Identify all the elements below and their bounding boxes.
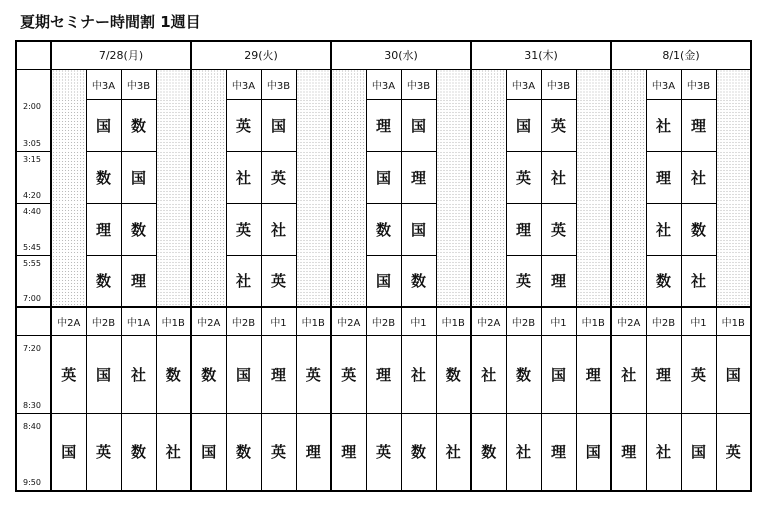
subject-cell: 国 [506,99,541,151]
blank-cell [471,69,506,99]
subject-cell: 国 [261,99,296,151]
class-header: 中2A [611,307,646,335]
time-spacer [16,69,51,99]
subject-cell: 理 [331,413,366,491]
subject-cell: 英 [261,413,296,491]
subject-cell: 社 [226,255,261,307]
subject-cell: 社 [611,335,646,413]
time-end: 9:50 [23,478,41,487]
blank-cell [296,151,331,203]
blank-cell [471,151,506,203]
subject-cell: 理 [541,255,576,307]
subject-cell: 理 [261,335,296,413]
blank-cell [296,69,331,99]
time-slot [16,99,51,151]
class-header: 中1 [681,307,716,335]
subject-cell: 社 [681,151,716,203]
subject-cell: 英 [226,99,261,151]
day-header: 7/28(月) [51,41,191,69]
blank-cell [156,69,191,99]
time-end: 7:00 [23,294,41,303]
blank-cell [191,151,226,203]
blank-cell [471,203,506,255]
subject-cell: 国 [366,255,401,307]
class-header: 中1B [436,307,471,335]
blank-cell [436,203,471,255]
class-header: 中1B [296,307,331,335]
class-header: 中3A [646,69,681,99]
blank-cell [576,255,611,307]
class-header: 中2A [471,307,506,335]
time-start: 7:20 [23,343,41,353]
blank-cell [331,203,366,255]
time-start: 4:40 [23,206,41,216]
subject-cell: 社 [471,335,506,413]
subject-cell: 社 [506,413,541,491]
subject-cell: 国 [226,335,261,413]
blank-cell [51,151,86,203]
subject-cell: 国 [191,413,226,491]
time-end: 4:20 [23,190,41,200]
blank-cell [716,203,751,255]
class-header: 中3B [401,69,436,99]
day-header: 8/1(金) [611,41,751,69]
class-header: 中1 [261,307,296,335]
time-slot [16,203,51,255]
class-header: 中2A [191,307,226,335]
blank-cell [436,99,471,151]
subject-cell: 英 [681,335,716,413]
time-end: 8:30 [23,400,41,410]
subject-cell: 社 [646,413,681,491]
corner-cell [16,41,51,69]
subject-cell: 国 [121,151,156,203]
subject-cell: 国 [51,413,86,491]
class-header: 中3A [226,69,261,99]
subject-cell: 社 [541,151,576,203]
subject-cell: 理 [541,413,576,491]
time-end: 5:45 [23,242,41,252]
blank-cell [471,99,506,151]
subject-cell: 国 [541,335,576,413]
subject-cell: 数 [366,203,401,255]
subject-cell: 数 [86,151,121,203]
subject-cell: 英 [331,335,366,413]
blank-cell [51,203,86,255]
blank-cell [51,255,86,307]
time-start: 3:15 [23,154,41,164]
subject-cell: 数 [86,255,121,307]
subject-cell: 数 [401,255,436,307]
subject-cell: 数 [191,335,226,413]
class-header: 中2A [51,307,86,335]
subject-cell: 数 [506,335,541,413]
subject-cell: 社 [401,335,436,413]
subject-cell: 社 [226,151,261,203]
class-header: 中1B [576,307,611,335]
subject-cell: 英 [86,413,121,491]
time-slot [16,255,51,307]
class-header: 中2B [86,307,121,335]
subject-cell: 数 [121,203,156,255]
subject-cell: 英 [296,335,331,413]
blank-cell [331,99,366,151]
subject-cell: 英 [541,99,576,151]
blank-cell [331,151,366,203]
blank-cell [576,151,611,203]
blank-cell [156,255,191,307]
subject-cell: 英 [506,255,541,307]
subject-cell: 社 [646,203,681,255]
subject-cell: 国 [681,413,716,491]
subject-cell: 理 [296,413,331,491]
blank-cell [716,69,751,99]
subject-cell: 数 [226,413,261,491]
time-start: 8:40 [23,421,41,431]
subject-cell: 英 [366,413,401,491]
subject-cell: 理 [576,335,611,413]
subject-cell: 理 [401,151,436,203]
blank-cell [436,151,471,203]
subject-cell: 国 [576,413,611,491]
blank-cell [191,69,226,99]
class-header: 中3A [86,69,121,99]
blank-cell [51,69,86,99]
blank-cell [191,203,226,255]
subject-cell: 英 [541,203,576,255]
blank-cell [576,203,611,255]
blank-cell [716,255,751,307]
blank-cell [611,99,646,151]
blank-cell [296,255,331,307]
blank-cell [436,69,471,99]
class-header: 中1A [121,307,156,335]
subject-cell: 理 [681,99,716,151]
subject-cell: 国 [86,335,121,413]
class-header: 中1 [541,307,576,335]
subject-cell: 社 [261,203,296,255]
subject-cell: 社 [156,413,191,491]
page-title: 夏期セミナー時間割 1週目 [20,13,201,31]
day-header: 31(木) [471,41,611,69]
subject-cell: 国 [401,203,436,255]
subject-cell: 理 [646,335,681,413]
blank-cell [296,203,331,255]
blank-cell [716,99,751,151]
class-header: 中3B [541,69,576,99]
blank-cell [716,151,751,203]
blank-cell [611,255,646,307]
time-spacer [16,307,51,335]
subject-cell: 英 [51,335,86,413]
blank-cell [611,203,646,255]
subject-cell: 国 [401,99,436,151]
subject-cell: 理 [121,255,156,307]
day-header: 29(火) [191,41,331,69]
subject-cell: 国 [366,151,401,203]
time-start: 2:00 [23,102,41,111]
subject-cell: 英 [261,255,296,307]
subject-cell: 理 [611,413,646,491]
blank-cell [331,69,366,99]
blank-cell [471,255,506,307]
class-header: 中3B [121,69,156,99]
subject-cell: 社 [681,255,716,307]
class-header: 中3B [681,69,716,99]
class-header: 中2B [506,307,541,335]
blank-cell [156,203,191,255]
blank-cell [576,99,611,151]
time-slot [16,335,51,413]
class-header: 中2B [226,307,261,335]
blank-cell [611,151,646,203]
subject-cell: 数 [401,413,436,491]
blank-cell [436,255,471,307]
class-header: 中2A [331,307,366,335]
subject-cell: 国 [86,99,121,151]
day-header: 30(水) [331,41,471,69]
class-header: 中1 [401,307,436,335]
subject-cell: 英 [226,203,261,255]
blank-cell [51,99,86,151]
blank-cell [156,99,191,151]
class-header: 中2B [646,307,681,335]
blank-cell [576,69,611,99]
subject-cell: 理 [366,335,401,413]
subject-cell: 理 [366,99,401,151]
class-header: 中2B [366,307,401,335]
subject-cell: 英 [506,151,541,203]
blank-cell [156,151,191,203]
blank-cell [611,69,646,99]
subject-cell: 数 [156,335,191,413]
subject-cell: 英 [261,151,296,203]
subject-cell: 数 [681,203,716,255]
time-end: 3:05 [23,138,41,148]
time-slot [16,413,51,491]
class-header: 中3B [261,69,296,99]
subject-cell: 理 [506,203,541,255]
timetable [15,40,752,492]
blank-cell [191,99,226,151]
subject-cell: 数 [121,99,156,151]
subject-cell: 数 [436,335,471,413]
subject-cell: 数 [471,413,506,491]
blank-cell [296,99,331,151]
subject-cell: 数 [646,255,681,307]
blank-cell [191,255,226,307]
class-header: 中1B [716,307,751,335]
subject-cell: 社 [646,99,681,151]
subject-cell: 英 [716,413,751,491]
subject-cell: 社 [121,335,156,413]
class-header: 中3A [366,69,401,99]
blank-cell [331,255,366,307]
subject-cell: 社 [436,413,471,491]
subject-cell: 理 [86,203,121,255]
subject-cell: 理 [646,151,681,203]
time-start: 5:55 [23,258,41,268]
time-slot [16,151,51,203]
subject-cell: 数 [121,413,156,491]
class-header: 中3A [506,69,541,99]
subject-cell: 国 [716,335,751,413]
class-header: 中1B [156,307,191,335]
